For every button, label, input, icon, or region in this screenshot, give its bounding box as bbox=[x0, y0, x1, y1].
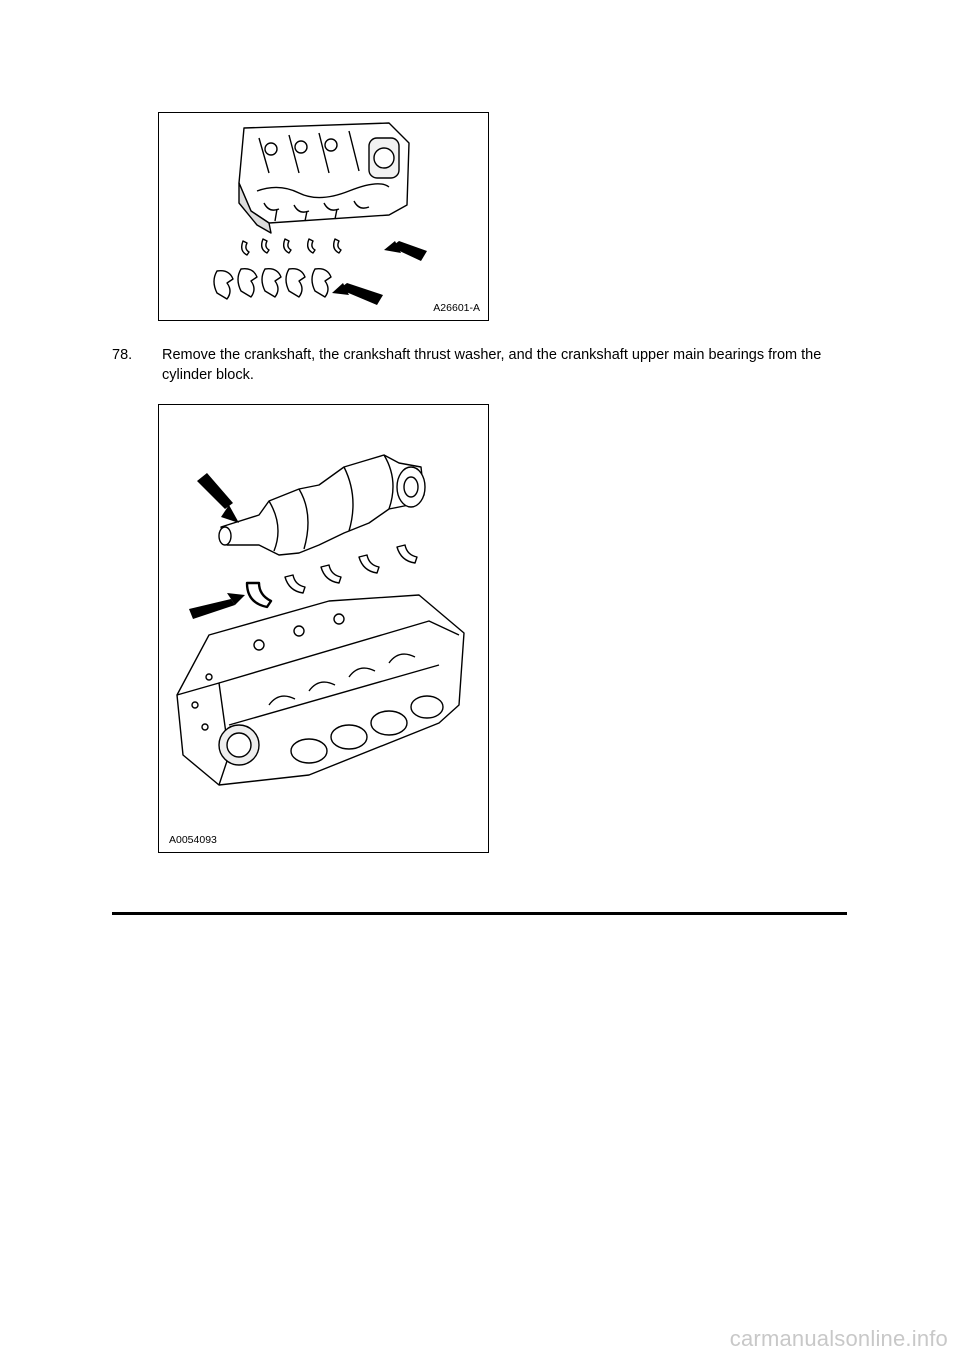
figure-lower-main-bearings bbox=[158, 112, 489, 321]
figure-label: A26601-A bbox=[433, 302, 480, 314]
section-divider bbox=[112, 912, 847, 915]
watermark: carmanualsonline.info bbox=[729, 1326, 948, 1351]
step-number: 78. bbox=[112, 347, 133, 363]
engine-block-bearings-illustration bbox=[159, 113, 490, 322]
crankshaft-cylinder-block-illustration bbox=[159, 405, 490, 854]
figure-label: A0054093 bbox=[169, 834, 217, 846]
figure-crankshaft-removal bbox=[158, 404, 489, 853]
step-text: Remove the crankshaft, the crankshaft thrust washer, and the crankshaft upper main bearings from the cylinder block. bbox=[162, 347, 822, 383]
